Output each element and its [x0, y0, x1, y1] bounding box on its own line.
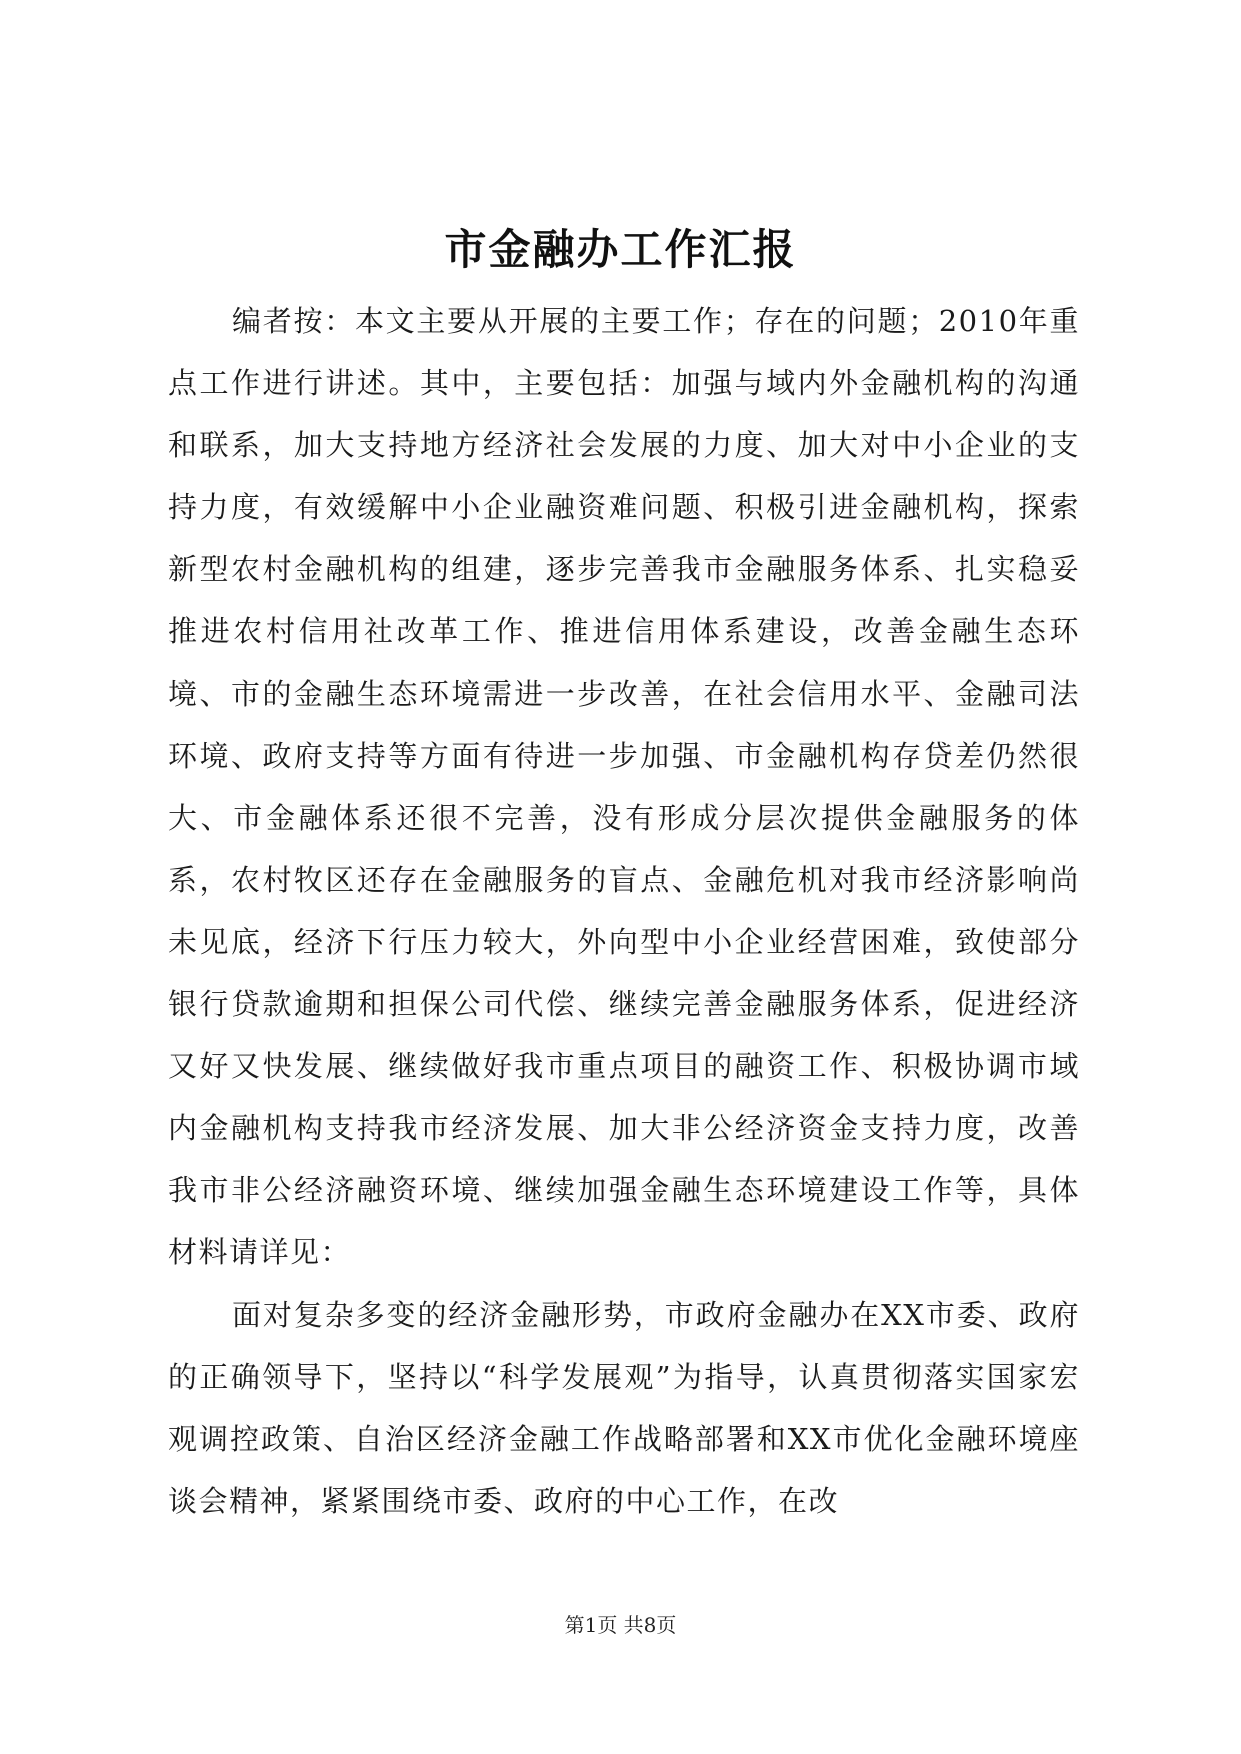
body-paragraph: 面对复杂多变的经济金融形势，市政府金融办在XX市委、政府的正确领导下，坚持以“科学发展观”为指导，认真贯彻落实国家宏观调控政策、自治区经济金融工作战略部署和XX市优化金融环境座谈会精神，紧紧围绕市委、政府的中心工作，在改 — [168, 1297, 1080, 1518]
document-title: 市金融办工作汇报 — [444, 225, 797, 274]
page-footer: 第1页 共8页 — [564, 1613, 677, 1637]
document-body — [168, 290, 1080, 1532]
editor-note-paragraph: 编者按：本文主要从开展的主要工作；存在的问题；2010年重点工作进行讲述。其中，主要包括：加强与域内外金融机构的沟通和联系，加大支持地方经济社会发展的力度、加大对中小企业的支持力度，有效缓解中小企业融资难问题、积极引进金融机构，探索新型农村金融机构的组建，逐步完善我市金融服务体系、扎实稳妥推进农村信用社改革工作、推进信用体系建设，改善金融生态环境、市的金融生态环境需进一步改善，在社会信用水平、金融司法环境、政府支持等方面有待进一步加强、市金融机构存贷差仍然很大、市金融体系还很不完善，没有形成分层次提供金融服务的体系，农村牧区还存在金融服务的盲点、金融危机对我市经济影响尚未见底，经济下行压力较大，外向型中小企业经营困难，致使部分银行贷款逾期和担保公司代偿、继续完善金融服务体系，促进经济又好又快发展、继续做好我市重点项目的融资工作、积极协调市域内金融机构支持我市经济发展、加大非公经济资金支持力度，改善我市非公经济融资环境、继续加强金融生态环境建设工作等，具体材料请详见： — [168, 304, 1080, 1270]
